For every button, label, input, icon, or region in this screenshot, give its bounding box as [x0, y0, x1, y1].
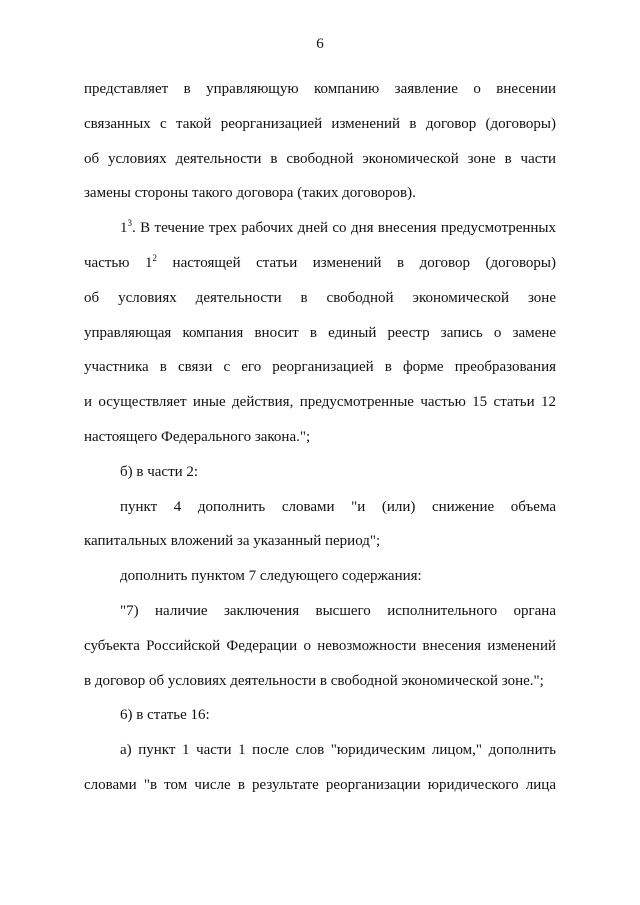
- paragraph-marker: 1: [120, 220, 128, 237]
- paragraph-line: и осуществляет иные действия, предусмотренные частью 15 статьи 12: [84, 394, 556, 411]
- paragraph-line: связанных с такой реорганизацией изменений в договор (договоры): [84, 115, 556, 132]
- paragraph-text: . В течение трех рабочих дней со дня внесения предусмотренных: [132, 220, 556, 237]
- paragraph-line: об условиях деятельности в свободной экономической зоне: [84, 289, 556, 306]
- paragraph-text: настоящей статьи изменений в договор (договоры): [157, 254, 556, 271]
- paragraph-line: [84, 246, 556, 281]
- document-body: [84, 72, 556, 803]
- paragraph-line: [84, 211, 556, 246]
- paragraph-2: [84, 211, 556, 455]
- paragraph-line: об условиях деятельности в свободной экономической зоне в части: [84, 150, 556, 167]
- paragraph-line: а) пункт 1 части 1 после слов "юридическим лицом," дополнить: [120, 742, 556, 759]
- paragraph-1: [84, 72, 556, 211]
- paragraph-line: настоящего Федерального закона.";: [84, 428, 311, 445]
- paragraph-line: капитальных вложений за указанный период";: [84, 533, 381, 550]
- paragraph-3: б) в части 2:: [120, 463, 199, 480]
- paragraph-7: 6) в статье 16:: [120, 707, 210, 724]
- paragraph-line: "7) наличие заключения высшего исполнительного органа: [120, 602, 556, 619]
- paragraph-line: пункт 4 дополнить словами "и (или) снижение объема: [120, 498, 556, 515]
- paragraph-4: [84, 490, 556, 560]
- paragraph-text: частью 1: [84, 254, 153, 271]
- paragraph-5: дополнить пунктом 7 следующего содержания:: [120, 568, 422, 585]
- paragraph-line: субъекта Российской Федерации о невозможности внесения изменений: [84, 637, 556, 654]
- paragraph-line: участника в связи с его реорганизацией в форме преобразования: [84, 359, 556, 376]
- paragraph-line: в договор об условиях деятельности в свободной экономической зоне.";: [84, 672, 544, 689]
- paragraph-6: [84, 594, 556, 698]
- superscript: 2: [152, 252, 158, 263]
- paragraph-line: представляет в управляющую компанию заявление о внесении: [84, 81, 556, 97]
- paragraph-line: управляющая компания вносит в единый реестр запись о замене: [84, 324, 556, 341]
- page-number: 6: [316, 36, 324, 52]
- paragraph-8: [84, 733, 556, 803]
- paragraph-line: словами "в том числе в результате реорганизации юридического лица: [84, 776, 556, 793]
- paragraph-line: замены стороны такого договора (таких договоров).: [84, 185, 416, 202]
- superscript: 3: [127, 218, 132, 229]
